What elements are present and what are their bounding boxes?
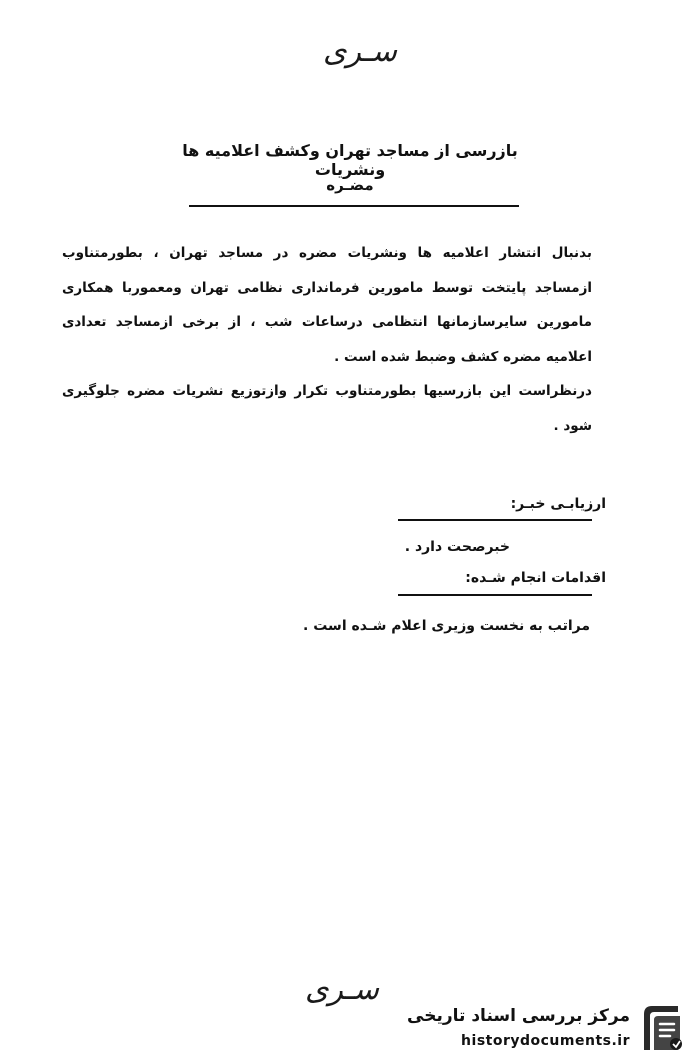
archive-watermark bbox=[406, 1000, 686, 1058]
evaluation-label: ارزیابـی خبـر: bbox=[510, 496, 606, 512]
document-subtitle: مضـره bbox=[326, 176, 374, 194]
body-paragraph: بدنبال انتشار اعلامیه ها ونشریات مضره در مساجد تهران ، بطورمتناوب ازمساجد پایتخت توسط مامورین فرماندارى نظامى تهران ومعموربا همکارى مامورین سایرسازمانها انتظامى درساعات شب ، از برخى ازمساجد تعدادى اعلامیه مضره کشف وضبط شده است . bbox=[62, 245, 592, 365]
classification-top: سـرى bbox=[323, 34, 397, 69]
archive-url: historydocuments.ir bbox=[461, 1033, 630, 1049]
evaluation-underline bbox=[398, 519, 592, 521]
body-paragraph: درنظراست این بازرسیها بطورمتناوب تکرار وازتوزیع نشریات مضره جلوگیرى شود . bbox=[62, 383, 592, 434]
document-archive-icon bbox=[636, 1000, 686, 1054]
evaluation-value: خبرصحت دارد . bbox=[404, 539, 510, 555]
actions-value: مراتب به نخست وزیری اعلام شـده است . bbox=[303, 618, 590, 634]
archive-name: مرکز بررسی اسناد تاریخی bbox=[407, 1006, 630, 1026]
document-body bbox=[62, 236, 592, 443]
actions-label: اقدامات انجام شـده: bbox=[465, 570, 606, 586]
document-title: بازرسی از مساجد تهران وکشف اعلامیه ها ونشریات bbox=[182, 141, 518, 179]
classification-bottom: سـرى bbox=[305, 972, 379, 1007]
actions-underline bbox=[398, 594, 592, 596]
title-underline bbox=[189, 205, 519, 207]
